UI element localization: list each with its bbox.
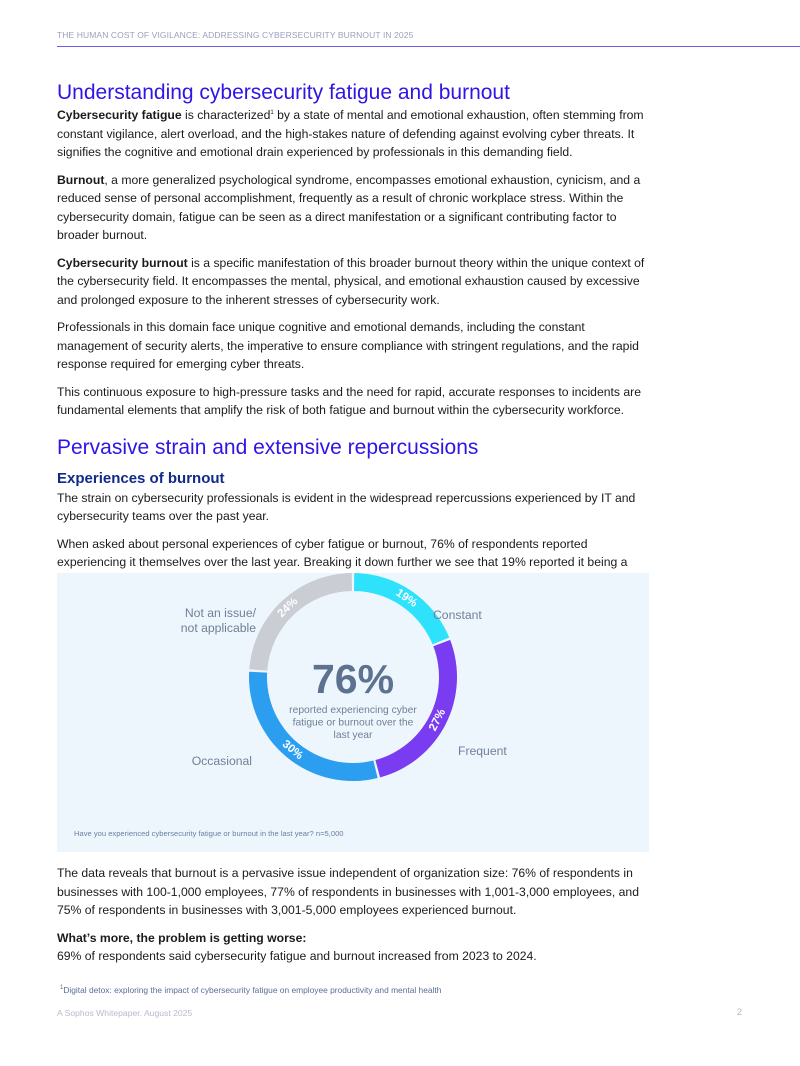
footnote-text: Digital detox: exploring the impact of cybersecurity fatigue on employee productivity and mental health bbox=[63, 985, 442, 995]
paragraph-strain: The strain on cybersecurity professionals is evident in the widespread repercussions experienced by IT and cybersecurity teams over the past year. bbox=[57, 490, 636, 523]
paragraph-text: , a more generalized psychological syndrome, encompasses emotional exhaustion, cynicism, and a reduced sense of personal accomplishment, frequently as a result of chronic workplace stress. Within the cybersecurity domain, fatigue can be seen as a direct manifestation or a significant contributing factor to broader burnout. bbox=[57, 172, 641, 242]
paragraph-text: is a specific manifestation of this broader burnout theory within the unique context of the cybersecurity field. It encompasses the mental, physical, and emotional exhaustion caused by excessive and prolonged exposure to the inherent stresses of cybersecurity work. bbox=[57, 255, 645, 307]
donut-value-label-frequent: 27% bbox=[427, 707, 449, 734]
header-rule bbox=[57, 46, 800, 47]
paragraph-text: by a state of mental and emotional exhaustion, often stemming from constant vigilance, alert overload, and the high-stakes nature of defending against evolving cyber threats. It signifies the cognitive and emotional drain experienced by professionals in this demanding field. bbox=[57, 108, 644, 159]
donut-category-label-occasional: Occasional bbox=[191, 754, 252, 768]
donut-category-label-constant: Constant bbox=[433, 608, 482, 622]
donut-value-label-constant: 19% bbox=[393, 586, 420, 610]
paragraph-burnout bbox=[57, 171, 657, 245]
footer-source: A Sophos Whitepaper. August 2025 bbox=[57, 1008, 193, 1018]
section-title-pervasive-strain: Pervasive strain and extensive repercussions bbox=[57, 435, 479, 459]
donut-value-label-occasional: 30% bbox=[279, 738, 306, 763]
page-number: 2 bbox=[736, 1007, 742, 1018]
term-cybersecurity-burnout: Cybersecurity burnout bbox=[57, 255, 188, 270]
donut-value-label-not-an-issue-not-applicable: 24% bbox=[275, 595, 301, 621]
term-burnout: Burnout bbox=[57, 172, 105, 187]
paragraph-demands: Professionals in this domain face unique cognitive and emotional demands, including the constant management of security alerts, the imperative to ensure compliance with stringent regulations, and the rapid response required for emerging cyber threats. bbox=[57, 320, 639, 371]
paragraph-cybersecurity-burnout bbox=[57, 254, 657, 310]
donut-center-text: reported experiencing cyber fatigue or burnout over the last year bbox=[289, 705, 417, 741]
section-title-understanding: Understanding cybersecurity fatigue and burnout bbox=[57, 81, 510, 104]
burnout-donut-chart bbox=[57, 573, 649, 852]
main-content bbox=[57, 80, 657, 599]
donut-category-label-frequent: Frequent bbox=[458, 744, 507, 758]
paragraph-exposure: This continuous exposure to high-pressure tasks and the need for rapid, accurate responses to incidents are fundamental elements that amplify the risk of both fatigue and burnout within the cybersecurity workforce. bbox=[57, 384, 641, 417]
paragraph-cybersecurity-fatigue bbox=[57, 106, 657, 162]
getting-worse-text: 69% of respondents said cybersecurity fatigue and burnout increased from 2023 to 2024. bbox=[57, 949, 537, 963]
getting-worse-heading: What’s more, the problem is getting worse: bbox=[57, 930, 307, 945]
subsection-title-experiences: Experiences of burnout bbox=[57, 469, 225, 487]
paragraph-breakdown: When asked about personal experiences of cyber fatigue or burnout, 76% of respondents reported experiencing it themselves over the last year. Breaking it down further we see that 19% reported it being a bbox=[57, 536, 628, 569]
footnote bbox=[60, 985, 441, 995]
chart-caption: Have you experienced cybersecurity fatigue or burnout in the last year? n=5,000 bbox=[74, 829, 344, 838]
donut-category-label-not-an-issue-not-applicable: Not an issue/ not applicable bbox=[180, 606, 256, 635]
donut-center-value: 76% bbox=[311, 656, 395, 702]
paragraph-getting-worse bbox=[57, 929, 657, 966]
footnote-mark: 1 bbox=[60, 985, 64, 992]
paragraph-organization-size: The data reveals that burnout is a pervasive issue independent of organization size: 76% of respondents in businesses with 100-1,000 employees, 77% of respondents in businesses with 1,001-3,000 employees, and 75% of respondents in businesses with 3,001-5,000 employees experienced burnout. bbox=[57, 866, 639, 917]
running-header: THE HUMAN COST OF VIGILANCE: ADDRESSING CYBERSECURITY BURNOUT IN 2025 bbox=[57, 30, 414, 40]
footnote-ref: 1 bbox=[270, 109, 274, 116]
term-cybersecurity-fatigue: Cybersecurity fatigue bbox=[57, 108, 182, 122]
burnout-donut-chart-panel bbox=[57, 573, 649, 852]
paragraph-text: is characterized bbox=[181, 108, 271, 122]
lower-content bbox=[57, 864, 657, 975]
